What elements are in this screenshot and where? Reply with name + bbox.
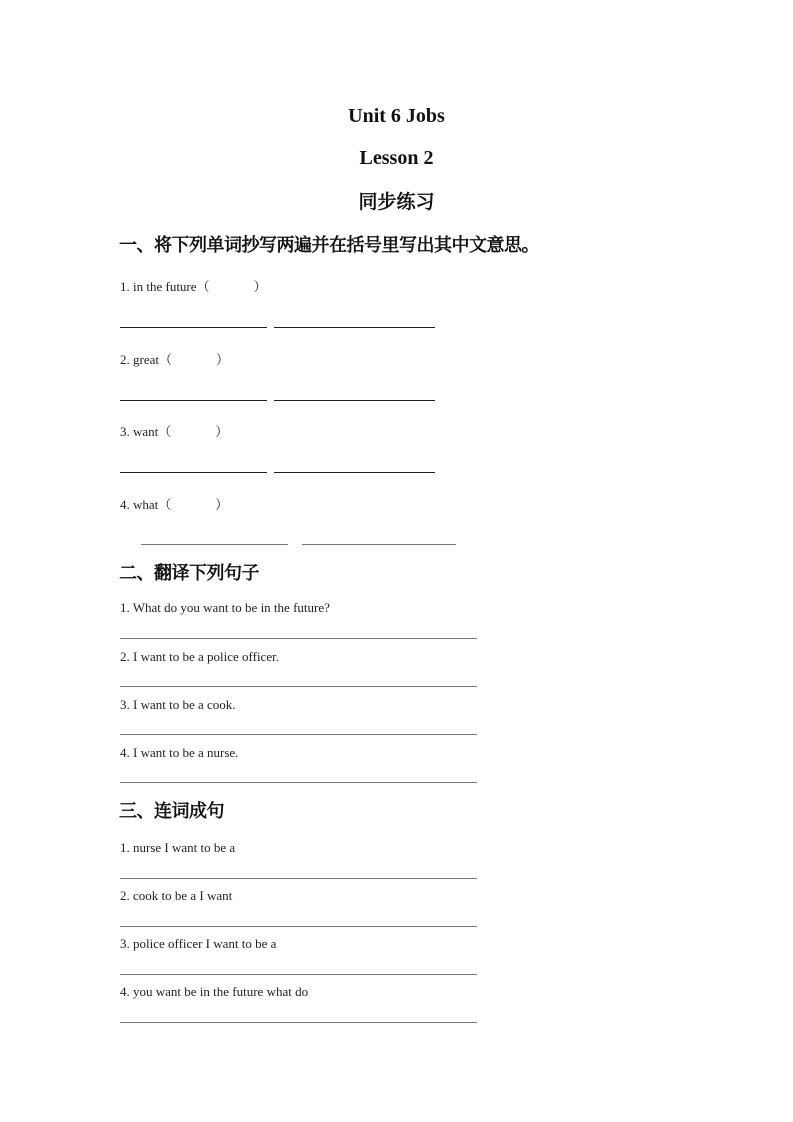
item-text: 2. great <box>120 352 159 367</box>
section1-item-3 <box>120 421 228 440</box>
answer-line-3-2[interactable] <box>120 926 477 927</box>
open-paren: （ <box>158 352 172 367</box>
answer-line-2-1[interactable] <box>120 638 477 639</box>
section1-item-4 <box>120 494 228 513</box>
copy-line-3a[interactable] <box>120 472 267 473</box>
answer-line-3-4[interactable] <box>120 1022 477 1023</box>
copy-line-2b[interactable] <box>274 400 435 401</box>
copy-line-3b[interactable] <box>274 472 435 473</box>
copy-line-2a[interactable] <box>120 400 267 401</box>
copy-line-4b[interactable] <box>302 544 456 545</box>
section3-item-4: 4. you want be in the future what do <box>120 984 309 999</box>
lesson-title: Lesson 2 <box>359 147 434 169</box>
section3-item-3: 3. police officer I want to be a <box>120 936 277 951</box>
close-paren: ） <box>216 352 230 367</box>
copy-line-1a[interactable] <box>120 327 267 328</box>
unit-title: Unit 6 Jobs <box>348 105 445 127</box>
section3-item-2: 2. cook to be a I want <box>120 888 233 903</box>
section1-item-1 <box>120 276 267 295</box>
worksheet-subtitle: 同步练习 <box>358 191 435 213</box>
open-paren: （ <box>196 279 210 294</box>
copy-line-4a[interactable] <box>141 544 288 545</box>
close-paren: ） <box>253 279 267 294</box>
answer-line-3-1[interactable] <box>120 878 477 879</box>
section1-item-2 <box>120 349 229 368</box>
item-text: 3. want <box>120 424 159 439</box>
section1-heading: 一、将下列单词抄写两遍并在括号里写出其中文意思。 <box>119 235 539 256</box>
section2-item-3: 3. I want to be a cook. <box>120 697 236 712</box>
answer-line-3-3[interactable] <box>120 974 477 975</box>
answer-line-2-4[interactable] <box>120 782 477 783</box>
section2-heading: 二、翻译下列句子 <box>119 563 259 584</box>
item-text: 1. in the future <box>120 279 197 294</box>
section2-item-1: 1. What do you want to be in the future? <box>120 600 330 615</box>
copy-line-1b[interactable] <box>274 327 435 328</box>
close-paren: ） <box>215 424 229 439</box>
section3-item-1: 1. nurse I want to be a <box>120 840 236 855</box>
answer-line-2-2[interactable] <box>120 686 477 687</box>
close-paren: ） <box>215 497 229 512</box>
section2-item-4: 4. I want to be a nurse. <box>120 745 239 760</box>
item-text: 4. what <box>120 497 159 512</box>
section3-heading: 三、连词成句 <box>119 801 224 822</box>
open-paren: （ <box>158 497 172 512</box>
open-paren: （ <box>158 424 172 439</box>
section2-item-2: 2. I want to be a police officer. <box>120 649 279 664</box>
answer-line-2-3[interactable] <box>120 734 477 735</box>
